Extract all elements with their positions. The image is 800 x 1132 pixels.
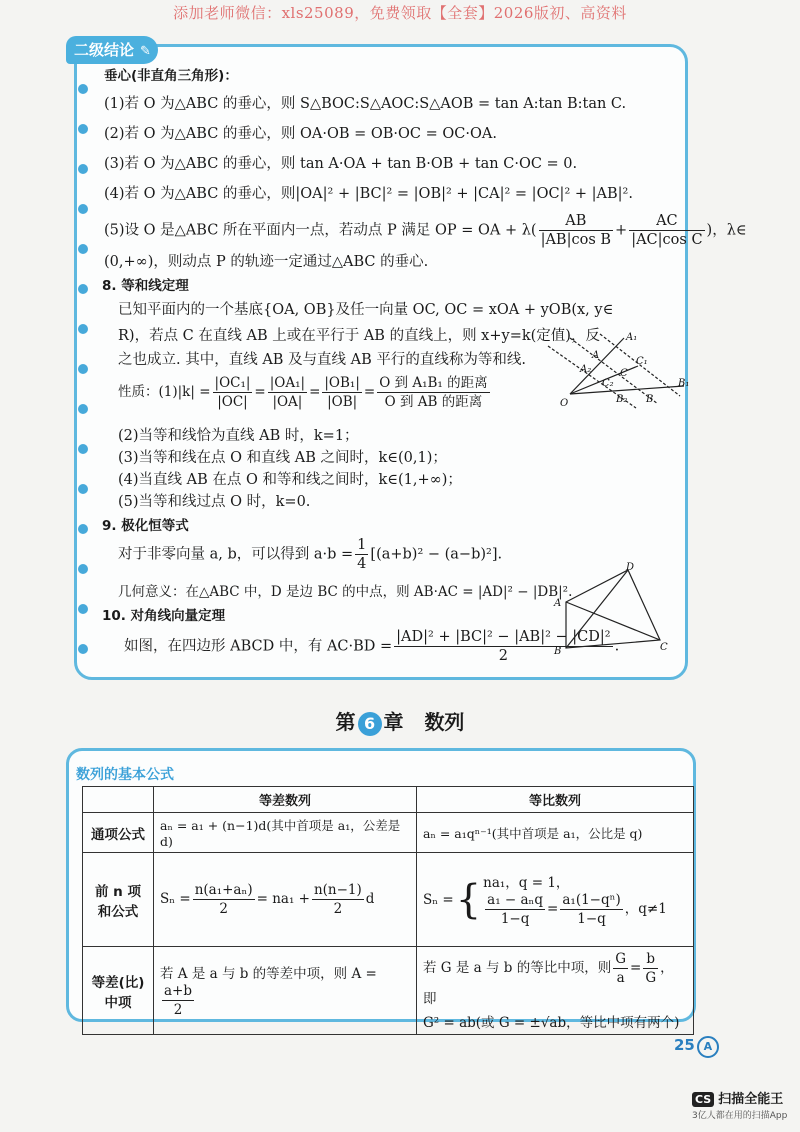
- fraction-denominator: 1−q: [577, 911, 606, 927]
- diagonal-text-b: .: [614, 638, 620, 655]
- polar-p1: [118, 536, 502, 573]
- chapter-title: 数列: [424, 710, 465, 734]
- orthocenter-item-4: (4)若 O 为△ABC 的垂心，则|OA|² + |BC|² = |OB|² + |CA|² = |OC|² + |AB|².: [104, 186, 633, 202]
- formula-text: ，即: [423, 960, 674, 1007]
- table-row: [83, 947, 694, 1035]
- binding-dot: [78, 204, 88, 214]
- fraction-numerator: AB: [539, 212, 613, 231]
- row-head: 前 n 项和公式: [83, 853, 154, 947]
- label-o: O: [560, 398, 569, 409]
- sum-label: Sₙ =: [160, 891, 191, 907]
- label-c2: C₂: [602, 378, 614, 389]
- geo-mean-line-2: G² = ab(或 G = ±√ab，等比中项有两个): [423, 1015, 680, 1031]
- binding-dot: [78, 124, 88, 134]
- formula-text: =: [547, 901, 559, 917]
- case-2: [483, 891, 667, 928]
- isoline-heading: 8. 等和线定理: [102, 278, 189, 294]
- fraction-denominator: 4: [357, 556, 367, 572]
- page-logo-icon: A: [697, 1036, 719, 1058]
- fraction-numerator: |AD|² + |BC|² − |AB|² − |CD|²: [396, 629, 611, 645]
- isoline-p3: 之也成立. 其中，直线 AB 及与直线 AB 平行的直线称为等和线.: [118, 352, 527, 368]
- property-label: 性质：(1)|k| =: [118, 384, 211, 400]
- formula-text: 若 A 是 a 与 b 的等差中项，则 A =: [160, 966, 377, 982]
- isoline-p1: 已知平面内的一个基底{OA, OB}及任一向量 OC, OC = xOA + yOB(x, y∈: [118, 302, 614, 318]
- isoline-property-3: (3)当等和线在点 O 和直线 AB 之间时，k∈(0,1)；: [118, 450, 447, 466]
- formula-text: = na₁ +: [256, 891, 310, 907]
- formula-fraction: [560, 891, 622, 928]
- chapter-heading: [0, 706, 800, 736]
- label-c: C: [660, 642, 668, 653]
- formula-fraction: [312, 881, 364, 918]
- card-title: 二级结论: [74, 41, 135, 59]
- table-row: [83, 813, 694, 853]
- sequence-formula-table: [82, 786, 694, 1035]
- table-cell: [154, 853, 417, 947]
- fraction-numerator: b: [643, 950, 658, 969]
- fraction-denominator: 2: [498, 648, 508, 664]
- binding-dot: [78, 564, 88, 574]
- polar-text-b: [(a+b)² − (a−b)²].: [370, 546, 503, 563]
- label-c1: C₁: [636, 356, 648, 367]
- chapter-number: 6: [358, 712, 382, 736]
- fraction-numerator: n(a₁+aₙ): [194, 882, 253, 898]
- orthocenter-item-5: (5)设 O 是△ABC 所在平面内一点，若动点 P 满足 OP = OA + λ( $\frac{AB}{\text{|AB|cos B}}$ + $\frac{AC}{\text{|AC|cos C}}$ )，λ∈: [104, 213, 747, 248]
- page-number-text: 25: [674, 1036, 695, 1054]
- fraction-numerator: |OA₁|: [269, 375, 306, 391]
- fraction-denominator: |OC|: [217, 394, 248, 410]
- fraction-numerator: n(n−1): [313, 882, 362, 898]
- table-header-cell: [83, 787, 154, 813]
- fraction-numerator: O 到 A₁B₁ 的距离: [379, 375, 488, 391]
- binding-dot: [78, 164, 88, 174]
- fraction-denominator: |AB|cos B: [540, 232, 612, 248]
- binding-dot: [78, 604, 88, 614]
- formula-text: ，q≠1: [624, 901, 667, 917]
- label-b1: B₁: [678, 378, 690, 389]
- table-header-row: [83, 787, 694, 813]
- item5-text-b: )，λ∈: [706, 222, 747, 239]
- fraction-numerator: a+b: [164, 983, 193, 999]
- chapter-pre: 第: [335, 710, 356, 734]
- quadrilateral-figure: [552, 562, 672, 656]
- fraction-denominator: 1−q: [500, 911, 530, 927]
- row-head: 通项公式: [83, 813, 154, 853]
- fraction-denominator: |AC|cos C: [631, 232, 703, 248]
- diagonal-text-a: 如图，在四边形 ABCD 中，有 AC·BD =: [124, 638, 393, 655]
- fraction-denominator: 2: [333, 901, 343, 917]
- binding-dot: [78, 644, 88, 654]
- polar-fraction: [355, 536, 368, 573]
- scanner-brand: [692, 1088, 783, 1107]
- row-head: 等差(比)中项: [83, 947, 154, 1035]
- item5-fraction-2: [629, 212, 704, 249]
- orthocenter-item-5-cont: (0,+∞)，则动点 P 的轨迹一定通过△ABC 的垂心.: [104, 254, 429, 270]
- diagonal-ac: [566, 602, 660, 640]
- chapter-post: 章: [383, 710, 404, 734]
- orthocenter-item-1: (1)若 O 为△ABC 的垂心，则 S△BOC:S△AOC:S△AOB = tan A:tan B:tan C.: [104, 96, 627, 112]
- polar-text-a: 对于非零向量 a, b，可以得到 a·b =: [118, 546, 354, 563]
- formula-text: 若 G 是 a 与 b 的等比中项，则: [423, 960, 612, 976]
- fraction-denominator: a: [616, 970, 625, 986]
- label-b: B: [554, 646, 562, 656]
- label-a1: A₁: [626, 332, 638, 343]
- formula-fraction: [643, 950, 658, 987]
- fraction-numerator: a₁(1−qⁿ): [562, 892, 621, 908]
- table-cell: aₙ = a₁qⁿ⁻¹(其中首项是 a₁，公比是 q): [417, 813, 694, 853]
- fraction-denominator: O 到 AB 的距离: [384, 394, 483, 410]
- scanner-logo-icon: CS: [692, 1092, 714, 1107]
- fraction-denominator: 2: [173, 1002, 183, 1018]
- formula-fraction: [162, 982, 194, 1019]
- binding-dot: [78, 324, 88, 334]
- binding-dot: [78, 404, 88, 414]
- label-d: D: [626, 562, 635, 573]
- section-title: 数列的基本公式: [76, 767, 174, 783]
- scanner-name: 扫描全能王: [718, 1092, 784, 1107]
- piecewise-formula: [423, 870, 687, 930]
- ratio-fraction: [268, 374, 307, 411]
- case-1: na₁，q = 1，: [483, 875, 570, 891]
- orthocenter-heading: 垂心(非直角三角形)：: [104, 68, 238, 84]
- ratio-fraction: [213, 374, 253, 411]
- binding-dot: [78, 524, 88, 534]
- item5-text-a: (5)设 O 是△ABC 所在平面内一点，若动点 P 满足 OP = OA + λ(: [104, 222, 537, 239]
- table-header-cell: 等比数列: [417, 787, 694, 813]
- fraction-numerator: |OB₁|: [324, 375, 360, 391]
- fraction-denominator: G: [645, 970, 657, 986]
- isoline-property-5: (5)当等和线过点 O 时，k=0.: [118, 494, 311, 510]
- isoline-p2: R)，若点 C 在直线 AB 上或在平行于 AB 的直线上，则 x+y=k(定值)，反: [118, 328, 600, 344]
- binding-dot: [78, 484, 88, 494]
- ratio-fraction: [322, 374, 362, 411]
- diagonal-heading: 10. 对角线向量定理: [102, 608, 226, 624]
- table-cell: [417, 947, 694, 1035]
- table-header-cell: 等差数列: [154, 787, 417, 813]
- fraction-numerator: AC: [629, 212, 704, 231]
- fraction-denominator: 2: [219, 901, 228, 917]
- binding-dot: [78, 444, 88, 454]
- formula-fraction: [193, 881, 255, 918]
- label-a2: A₂: [580, 364, 592, 375]
- item5-fraction-1: [539, 212, 613, 249]
- geo-mean-line-1: [423, 950, 687, 1007]
- table-cell: [417, 853, 694, 947]
- sum-label: Sₙ =: [423, 891, 454, 908]
- formula-text: =: [630, 960, 642, 976]
- formula-fraction: [485, 891, 545, 928]
- quadrilateral-abcd: [566, 570, 660, 648]
- formula-fraction: [613, 950, 628, 987]
- fraction-numerator: a₁ − aₙq: [487, 892, 544, 908]
- isoline-property-1: 性质：(1)|k| = $\frac{\text{|OC₁|}}{|OC|}$ = $\frac{\text{|OA₁|}}{|OA|}$ = $\frac{\text{|OB₁|}}{|OB|}$ = $\frac{\text{O 到 A₁B₁ 的距离}}{\text{O 到 AB 的距离}}$: [118, 375, 488, 410]
- binding-dot: [78, 364, 88, 374]
- isoline-figure: [540, 324, 690, 410]
- isoline-property-4: (4)当直线 AB 在点 O 和等和线之间时，k∈(1,+∞)；: [118, 472, 462, 488]
- fraction-denominator: |OB|: [327, 394, 358, 410]
- fraction-denominator: |OA|: [272, 394, 303, 410]
- diagonal-p1: [124, 628, 619, 665]
- ratio-fraction: [377, 374, 489, 411]
- table-cell: aₙ = a₁ + (n−1)d(其中首项是 a₁，公差是 d): [154, 813, 417, 853]
- polar-heading: 9. 极化恒等式: [102, 518, 189, 534]
- orthocenter-item-2: (2)若 O 为△ABC 的垂心，则 OA·OB = OB·OC = OC·OA.: [104, 126, 497, 142]
- label-c: C: [620, 368, 628, 379]
- binding-dot: [78, 284, 88, 294]
- fraction-numerator: G: [615, 951, 627, 967]
- pencil-icon: ✎: [140, 44, 151, 59]
- piecewise-cases: [483, 871, 667, 928]
- isoline-property-2: (2)当等和线恰为直线 AB 时，k=1；: [118, 428, 359, 444]
- binding-dot: [78, 244, 88, 254]
- page-number: [674, 1036, 719, 1058]
- fraction-numerator: |OC₁|: [214, 375, 251, 391]
- formula-text: d: [365, 891, 375, 907]
- brace-icon: {: [455, 876, 482, 923]
- scanner-tagline: 3亿人都在用的扫描App: [692, 1111, 788, 1121]
- table-row: [83, 853, 694, 947]
- polar-p2: 几何意义：在△ABC 中，D 是边 BC 的中点，则 AB·AC = |AD|² − |DB|².: [118, 584, 573, 600]
- binding-dot: [78, 84, 88, 94]
- label-a: A: [592, 350, 600, 361]
- table-cell: [154, 947, 417, 1035]
- label-b: B: [646, 394, 654, 405]
- fraction-numerator: 1: [357, 537, 367, 553]
- label-b2: B₂: [616, 394, 628, 405]
- card-title-tab: [66, 36, 158, 64]
- diagonal-bd: [566, 570, 628, 648]
- watermark-text: 添加老师微信：xls25089，免费领取【全套】2026版初、高资料: [173, 4, 627, 22]
- orthocenter-item-3: (3)若 O 为△ABC 的垂心，则 tan A·OA + tan B·OB + tan C·OC = 0.: [104, 156, 578, 172]
- label-a: A: [554, 598, 562, 609]
